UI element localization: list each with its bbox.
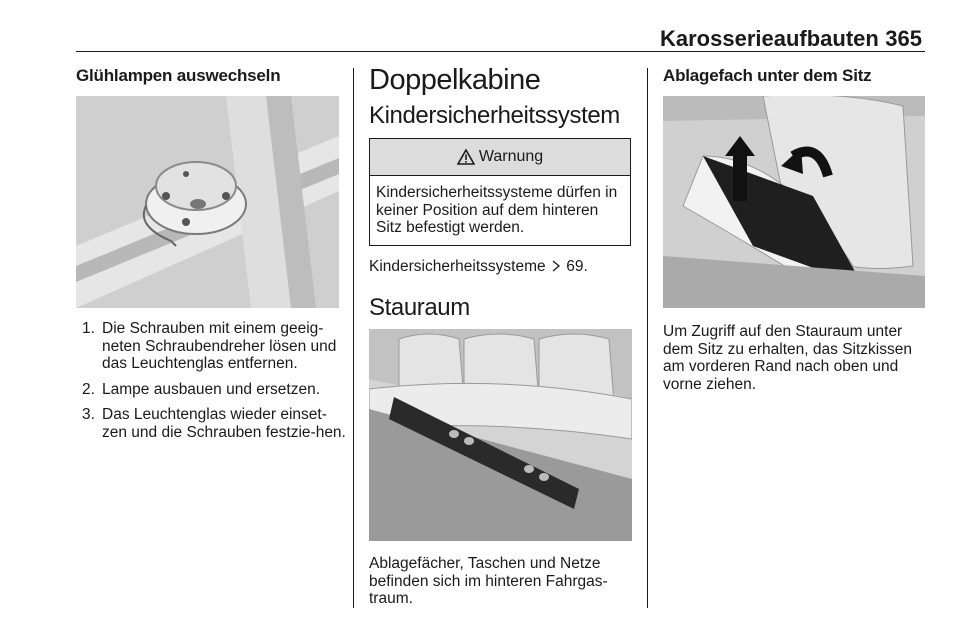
- photo-ceiling-lamp: [76, 96, 339, 308]
- cross-reference: Kindersicherheitssysteme 69.: [369, 258, 588, 275]
- section-heading-under-seat-storage: Ablagefach unter dem Sitz: [663, 66, 872, 85]
- step-item: 3. Das Leuchtenglas wieder einset-zen und die Schrauben festzie-hen.: [82, 406, 346, 441]
- warning-label: Warnung: [478, 148, 544, 165]
- page-reference-arrow-icon: [551, 260, 561, 272]
- warning-box: [369, 138, 631, 246]
- section-heading-bulb-replacement: Glühlampen auswechseln: [76, 66, 281, 85]
- photo-under-seat-compartment: [663, 96, 925, 308]
- photo-rear-storage: [369, 329, 632, 541]
- column-divider-1: [353, 68, 354, 608]
- running-header-title: Karosserieaufbauten: [660, 26, 879, 51]
- reference-page[interactable]: 69.: [566, 258, 588, 275]
- header-rule: [76, 51, 925, 52]
- subsection-title-child-safety: Kindersicherheitssystem: [369, 102, 620, 129]
- step-item: 1. Die Schrauben mit einem geeig-neten Schraubendreher lösen und das Leuchtenglas entfernen.: [82, 320, 337, 372]
- step-item: 2. Lampe ausbauen und ersetzen.: [82, 380, 321, 398]
- warning-text: Kindersicherheitssysteme dürfen in keiner Position auf dem hinteren Sitz befestigt werden.: [376, 184, 618, 236]
- warning-header: [370, 139, 630, 176]
- instruction-steps: [76, 320, 351, 449]
- storage-description: Ablagefächer, Taschen und Netze befinden sich im hinteren Fahrgas-traum.: [369, 555, 608, 607]
- section-heading-storage: Stauraum: [369, 294, 470, 321]
- under-seat-description: Um Zugriff auf den Stauraum unter dem Sitz zu erhalten, das Sitzkissen am vorderen Rand nach oben und vorne ziehen.: [663, 323, 912, 393]
- page-number: 365: [885, 26, 922, 51]
- warning-triangle-icon: [457, 149, 475, 165]
- section-title-double-cab: Doppelkabine: [369, 64, 541, 96]
- column-divider-2: [647, 68, 648, 608]
